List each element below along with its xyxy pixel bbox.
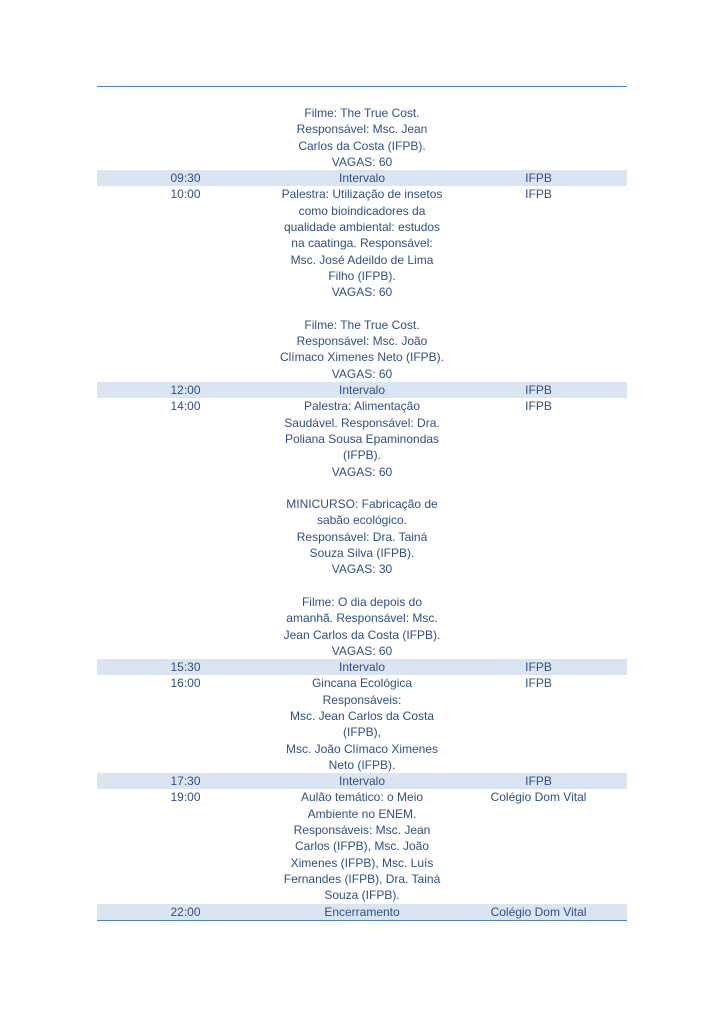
- place-cell: Colégio Dom Vital: [490, 904, 587, 919]
- table-row: [97, 773, 627, 789]
- place-cell: IFPB: [525, 660, 552, 675]
- table-row: [97, 382, 627, 398]
- table-row: [97, 675, 627, 773]
- activity-cell: Intervalo: [338, 774, 386, 789]
- table-row: [97, 904, 627, 920]
- place-cell: IFPB: [525, 774, 552, 789]
- activity-cell: Aulão temático: o Meio Ambiente no ENEM. Responsáveis: Msc. Jean Carlos (IFPB), Msc. João Ximenes (IFPB), Msc. Luís Fernandes (IFPB), Dra. Tainá Souza (IFPB).: [283, 790, 441, 903]
- activity-cell: Filme: The True Cost. Responsável: Msc. Jean Carlos da Costa (IFPB). VAGAS: 60: [296, 106, 428, 169]
- time-cell: 09:30: [170, 171, 201, 186]
- activity-cell: Intervalo: [338, 660, 386, 675]
- table-row: [97, 398, 627, 659]
- time-cell: 17:30: [170, 774, 201, 789]
- time-cell: 16:00: [170, 676, 201, 691]
- time-cell: 15:30: [170, 660, 201, 675]
- table-row: [97, 659, 627, 675]
- time-cell: 14:00: [170, 399, 201, 414]
- table-row: [97, 170, 627, 186]
- activity-cell: Palestra: Utilização de insetos como bioindicadores da qualidade ambiental: estudos na caatinga. Responsável: Msc. José Adeildo de Lima Filho (IFPB). VAGAS: 60 Filme: The True Cost. Responsável: Msc. João Clímaco Ximenes Neto (IFPB). VAGAS: 60: [279, 187, 445, 381]
- activity-cell: Intervalo: [338, 383, 386, 398]
- activity-cell: Encerramento: [324, 904, 400, 919]
- schedule-page: [97, 86, 627, 921]
- time-cell: 22:00: [170, 904, 201, 919]
- time-cell: 19:00: [170, 790, 201, 805]
- activity-cell: Intervalo: [338, 171, 386, 186]
- place-cell: IFPB: [525, 187, 552, 202]
- place-cell: IFPB: [525, 676, 552, 691]
- place-cell: Colégio Dom Vital: [490, 790, 587, 805]
- place-cell: IFPB: [525, 399, 552, 414]
- table-row: [97, 789, 627, 903]
- activity-cell: Gincana Ecológica Responsáveis: Msc. Jean Carlos da Costa (IFPB), Msc. João Clímaco Ximenes Neto (IFPB).: [285, 676, 439, 772]
- place-cell: IFPB: [525, 383, 552, 398]
- table-row: [97, 186, 627, 382]
- time-cell: 12:00: [170, 383, 201, 398]
- time-cell: 10:00: [170, 187, 201, 202]
- schedule-table: [97, 87, 627, 920]
- place-cell: IFPB: [525, 171, 552, 186]
- bottom-rule: [97, 920, 627, 921]
- table-row: [97, 87, 627, 170]
- activity-cell: Palestra: Alimentação Saudável. Responsável: Dra. Poliana Sousa Epaminondas (IFPB). VAGAS: 60 MINICURSO: Fabricação de sabão ecológico. Responsável: Dra. Tainá Souza Silva (IFPB). VAGAS: 30 Filme: O dia depois do amanhã. Responsável: Msc. Jean Carlos da Costa (IFPB). VAGAS: 60: [283, 399, 441, 658]
